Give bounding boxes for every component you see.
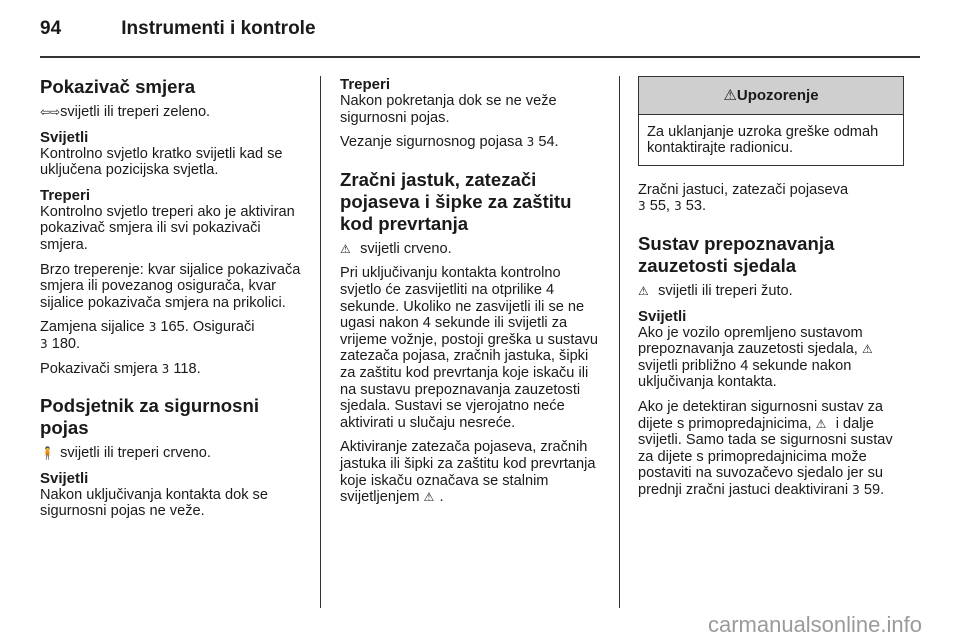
column-divider-1: [320, 76, 321, 608]
column-2: [340, 76, 604, 514]
airbag-icon: ⚠: [340, 241, 351, 256]
section-title-seatbelt: Podsjetnik za sigurnosni pojas: [40, 395, 260, 439]
warning-box: [638, 76, 904, 166]
paragraph: Ako je vozilo opremljeno sustavom prepoznavanja zauzetosti sjedala, ⚠ svijetli približno 4 sekunde nakon uključivanja kontakta.: [638, 325, 904, 391]
page-ref-icon[interactable]: 3: [161, 361, 170, 376]
subheading-treperi: Treperi: [340, 76, 391, 93]
page-number: 94: [40, 18, 62, 39]
section-title-airbag: Zračni jastuk, zatezači pojaseva i šipke za zaštitu kod prevrtanja: [340, 168, 572, 234]
subheading-svijetli: Svijetli: [40, 128, 89, 146]
paragraph: Ako je detektiran sigurnosni sustav za dijete s primopredajnicima, ⚠ i dalje svijetli. Samo tada se sigurnosni sustav za dijete s primopredajnicima može postaviti na suvozačevo sjedalo jer su prednji zračni jastuci deaktivirani 3 59.: [638, 398, 893, 498]
warning-header: [639, 77, 903, 115]
paragraph: Nakon uključivanja kontakta dok se sigurnosni pojas ne veže.: [40, 486, 268, 520]
occupancy-lead: ⚠ svijetli ili treperi žuto.: [638, 282, 793, 299]
column-1: [40, 76, 306, 528]
seat-occupancy-icon: ⚠: [815, 416, 827, 431]
paragraph-cross-reference: Zračni jastuci, zatezači pojaseva 3 55, 3 53.: [638, 181, 849, 215]
paragraph-cross-reference: Zamjena sijalice 3 165. Osigurači 3 180.: [40, 319, 255, 352]
airbag-lead: ⚠ svijetli crveno.: [340, 240, 452, 257]
turn-signal-lead: ⇦⇨ svijetli ili treperi zeleno.: [40, 104, 211, 120]
section-title-occupancy: Sustav prepoznavanja zauzetosti sjedala: [638, 232, 835, 276]
page-ref-icon[interactable]: 3: [40, 336, 48, 351]
page-header: [40, 18, 316, 40]
seat-occupancy-icon: ⚠: [638, 283, 649, 298]
subheading-svijetli: Svijetli: [638, 307, 687, 325]
page-ref-icon[interactable]: 3: [148, 320, 157, 335]
paragraph-cross-reference: Pokazivači smjera 3 118.: [40, 360, 201, 377]
airbag-icon: ⚠: [423, 490, 435, 505]
page-ref-icon[interactable]: 3: [638, 199, 646, 214]
seat-occupancy-icon: ⚠: [861, 342, 873, 357]
subheading-svijetli: Svijetli: [40, 469, 89, 487]
paragraph: Kontrolno svjetlo treperi ako je aktiviran pokazivač smjera ili svi pokazivači smjera.: [40, 203, 295, 253]
turn-signal-icon: ⇦⇨: [40, 105, 61, 119]
header-rule: [40, 56, 920, 58]
paragraph: Nakon pokretanja dok se ne veže sigurnosni pojas.: [340, 93, 557, 126]
watermark: carmanualsonline.info: [707, 612, 922, 637]
page-ref-icon[interactable]: 3: [526, 135, 535, 150]
paragraph: Brzo treperenje: kvar sijalice pokazivača smjera ili povezanog osigurača, kvar sijalice pokazivača smjera na prikolici.: [40, 261, 301, 311]
column-divider-2: [619, 76, 620, 608]
paragraph: Aktiviranje zatezača pojaseva, zračnih jastuka ili šipki za zaštitu kod prevrtanja koje iskaču označava se stalnim svijetljenjem ⚠ .: [340, 439, 596, 506]
warning-icon: ⚠: [723, 87, 737, 104]
warning-text: Za uklanjanje uzroka greške odmah kontaktirajte radionicu.: [647, 123, 879, 157]
paragraph: Pri uključivanju kontakta kontrolno svjetlo će zasvijetliti na otprilike 4 sekunde. Ukoliko ne zasvijetli ili se ne ugasi nakon 4 sekunde ili svijetli za vrijeme vožnje, postoji greška u sustavu zatezača pojasa, zračnih jastuka, šipki za zaštitu kod prevrtanja koje iskaču ili na sustavu prepoznavanja zauzetosti sjedala. Sustavi se vjerojatno neće aktivirati u slučaju nesreće.: [340, 265, 598, 431]
page-title: Instrumenti i kontrole: [121, 18, 316, 39]
warning-title: Upozorenje: [736, 87, 819, 104]
seatbelt-lead: 🧍 svijetli ili treperi crveno.: [40, 445, 211, 462]
page-ref-icon[interactable]: 3: [674, 199, 682, 214]
subheading-treperi: Treperi: [40, 186, 91, 204]
page-ref-icon[interactable]: 3: [852, 482, 860, 497]
paragraph-cross-reference: Vezanje sigurnosnog pojasa 3 54.: [340, 134, 559, 151]
section-title-turn-signal: Pokazivač smjera: [40, 76, 196, 97]
paragraph: Kontrolno svjetlo kratko svijetli kad se uključena pozicijska svjetla.: [40, 145, 283, 179]
column-3: [638, 76, 904, 507]
seatbelt-icon: 🧍: [40, 446, 55, 461]
